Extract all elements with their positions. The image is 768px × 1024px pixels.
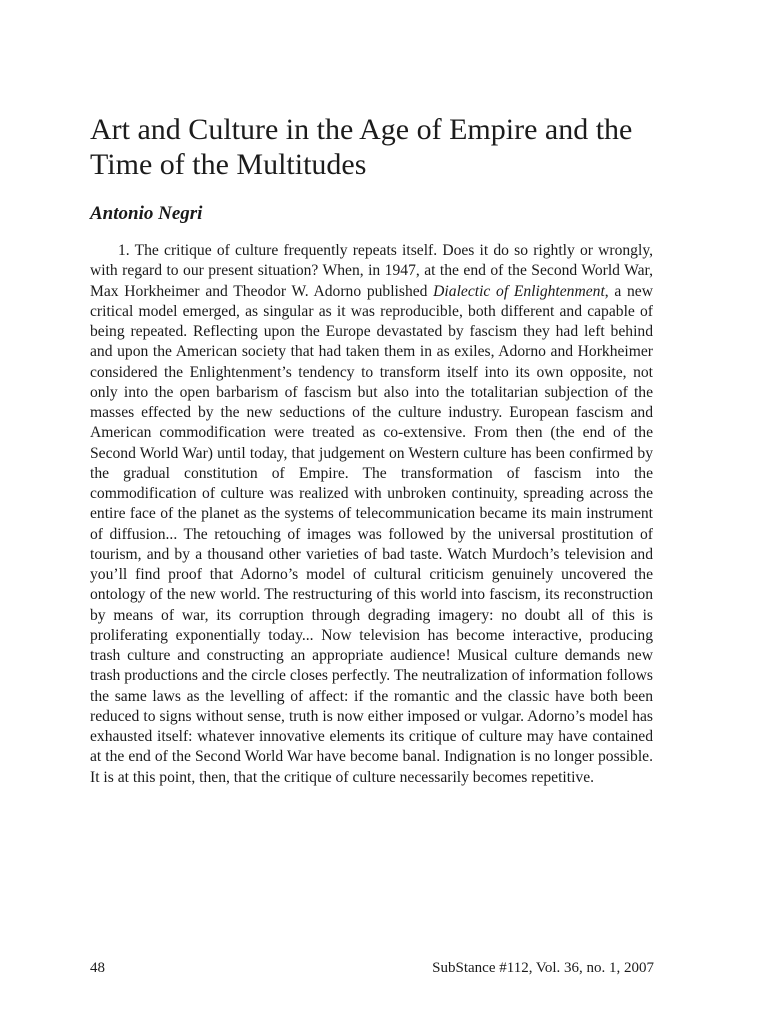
paragraph-text-rest: , a new critical model emerged, as singular as it was reproducible, both different and capable of being repeated. Reflecting upon the Europe devastated by fascism they had left behind and upon the American society that had taken them in as exiles, Adorno and Horkheimer considered the Enlightenment’s tendency to transform itself into its own opposite, not only into the open barbarism of fascism but also into the totalitarian subjection of the masses effected by the new seductions of the culture industry. European fascism and American commodification were treated as co-extensive. From then (the end of the Second World War) until today, that judgement on Western culture has been confirmed by the gradual constitution of Empire. The transformation of fascism into the commodification of culture was realized with unbroken continuity, spreading across the entire face of the planet as the systems of telecommunication became its main instrument of diffusion... The retouching of images was followed by the universal prostitution of tourism, and by a thousand other varieties of bad taste. Watch Murdoch’s television and you’ll find proof that Adorno’s model of cultural criticism genuinely uncovered the ontology of the new world. The restructuring of this world into fascism, its reconstruction by means of war, its corruption through degrading imagery: no doubt all of this is proliferating exponentially today... Now television has become interactive, producing trash culture and constructing an appropriate audience! Musical culture demands new trash productions and the circle closes perfectly. The neutralization of information follows the same laws as the levelling of affect: if the romantic and the classic have both been reduced to signs without sense, truth is now either imposed or vulgar. Adorno’s model has exhausted itself: whatever innovative elements its critique of culture may have contained at the end of the Second World War have become banal. Indignation is no longer possible. It is at this point, then, that the critique of culture necessarily becomes repetitive. — [90, 282, 653, 786]
article-author: Antonio Negri — [90, 203, 203, 224]
article-title: Art and Culture in the Age of Empire and the Time of the Multitudes — [90, 113, 633, 181]
page-number: 48 — [90, 960, 105, 976]
journal-citation: SubStance #112, Vol. 36, no. 1, 2007 — [432, 960, 654, 976]
book-title-italic: Dialectic of Enlightenment — [433, 282, 605, 300]
body-paragraph — [90, 241, 653, 788]
paragraph-text-start: 1. The critique of culture frequently repeats itself. Does it do so rightly or wrongly, with regard to our present situation? When, in 1947, at the end of the Second World War, Max Horkheimer and Theodor W. Adorno published — [90, 242, 653, 300]
